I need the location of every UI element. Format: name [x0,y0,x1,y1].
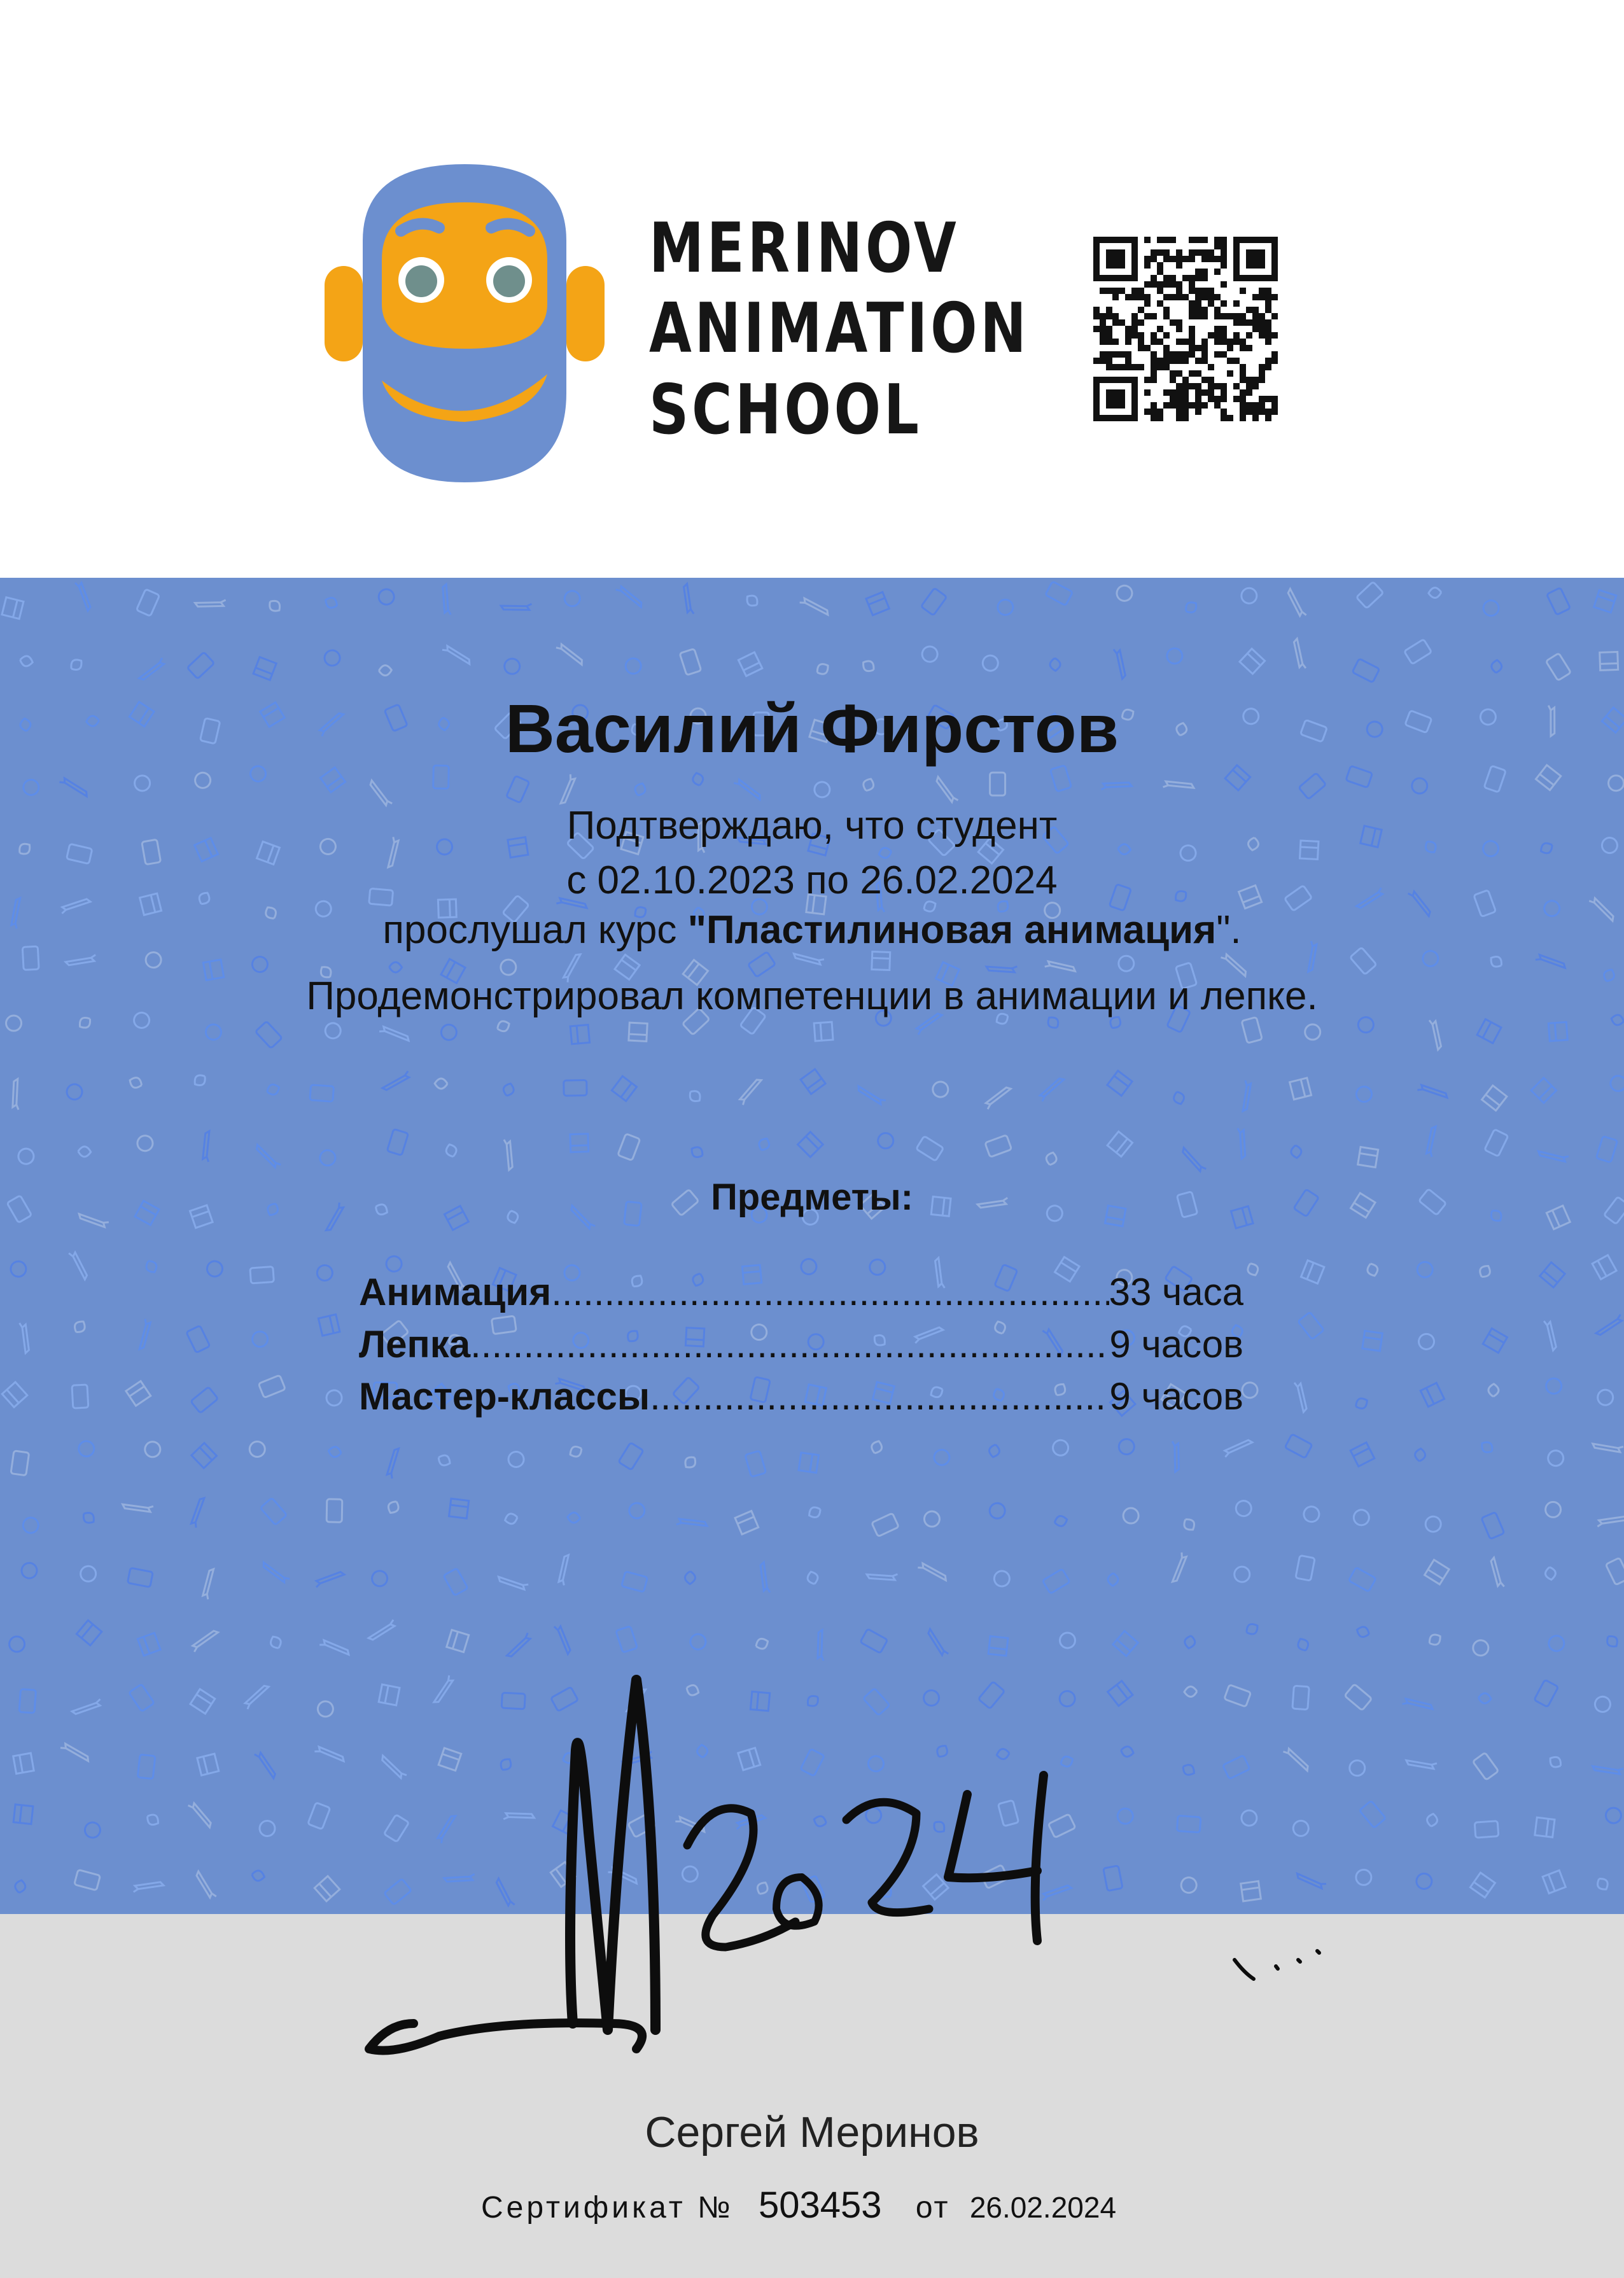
dot-leader [551,1270,1109,1314]
subject-hours: 9 часов [1109,1323,1243,1366]
course-prefix: прослушал курс [382,908,688,952]
course-dates: с 02.10.2023 по 26.02.2024 [566,858,1058,902]
dot-leader [470,1322,1109,1366]
subject-row [359,1322,1243,1374]
certificate-header [0,0,1624,578]
quote-open: " [687,908,706,952]
signer-name: Сергей Меринов [645,2108,979,2156]
confirmation-text: Подтверждаю, что студент [566,804,1058,848]
certificate-label: Сертификат № [481,2191,734,2225]
school-brand-name [643,204,1030,450]
brand-line-1: MERINOV [649,209,960,288]
quote-close: ". [1216,908,1242,952]
certificate-from-label: от [915,2191,950,2225]
dot-leader [650,1374,1109,1418]
subject-hours: 9 часов [1109,1375,1243,1418]
certificate-info [481,2184,1116,2228]
certificate-date: 26.02.2024 [969,2191,1117,2224]
subject-hours: 33 часа [1109,1271,1243,1313]
school-logo-face-icon [325,164,605,482]
course-name: Пластилиновая анимация [706,908,1217,952]
certificate-number: 503453 [758,2184,882,2226]
competence-text: Продемонстрировал компетенции в анимации и лепке. [306,974,1318,1018]
subject-row [359,1374,1243,1427]
subjects-list [359,1270,1243,1427]
brand-line-3: SCHOOL [649,370,922,450]
brand-line-2: ANIMATION [649,289,1030,368]
subject-name: Лепка [359,1323,471,1366]
subjects-title: Предметы: [711,1177,913,1218]
handwritten-signature [356,1667,1349,2074]
student-name: Василий Фирстов [505,690,1119,767]
subject-name: Анимация [359,1271,552,1313]
subject-name: Мастер-классы [359,1375,650,1418]
subject-row [359,1270,1243,1322]
qr-code-icon [1093,237,1278,421]
course-line [0,907,1624,953]
